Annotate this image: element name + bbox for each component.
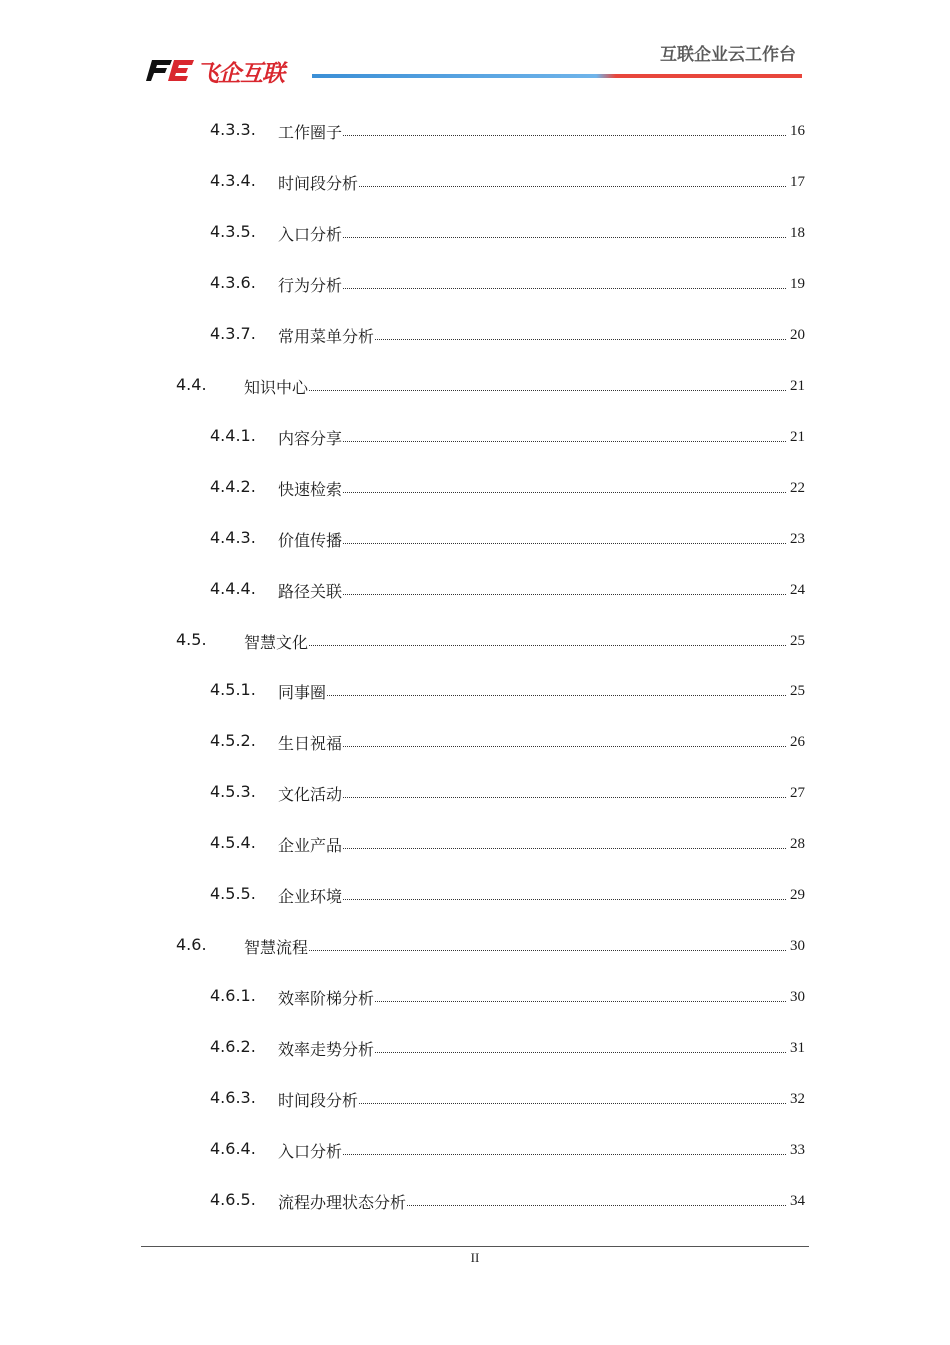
toc-entry[interactable] (0, 473, 950, 501)
toc-dot-leader (278, 288, 786, 289)
toc-entry-number: 4.3.5. (210, 221, 256, 241)
toc-entry-title: 智慧流程 (244, 935, 309, 958)
toc-entry-number: 4.5.1. (210, 680, 256, 700)
toc-entry-page: 32 (790, 1091, 805, 1108)
toc-dot-leader (278, 492, 786, 493)
toc-entry-page: 34 (790, 1192, 805, 1209)
toc-entry-title: 企业环境 (278, 884, 343, 907)
toc-entry-title: 常用菜单分析 (278, 324, 375, 347)
fe-logo-mark-icon (146, 54, 196, 84)
toc-entry-page: 19 (790, 275, 805, 292)
toc-entry[interactable] (0, 1084, 950, 1112)
toc-dot-leader (278, 594, 786, 595)
toc-entry-page: 28 (790, 836, 805, 853)
toc-entry-title: 时间段分析 (278, 171, 359, 194)
toc-entry-title: 流程办理状态分析 (278, 1190, 407, 1213)
footer-divider (141, 1246, 809, 1247)
toc-entry-page: 25 (790, 632, 805, 649)
toc-entry-number: 4.4.1. (210, 425, 256, 445)
toc-entry-page: 30 (790, 989, 805, 1006)
toc-entry[interactable] (0, 1033, 950, 1061)
logo-text: 飞企互联 (196, 61, 284, 87)
toc-entry[interactable] (0, 320, 950, 348)
toc-entry[interactable] (0, 269, 950, 297)
toc-entry[interactable] (0, 1186, 950, 1214)
toc-dot-leader (278, 848, 786, 849)
toc-entry-number: 4.5.4. (210, 833, 256, 853)
toc-entry[interactable] (0, 218, 950, 246)
toc-dot-leader (278, 899, 786, 900)
toc-entry-number: 4.5.5. (210, 884, 256, 904)
toc-entry-number: 4.4.4. (210, 578, 256, 598)
toc-entry[interactable] (0, 1135, 950, 1163)
toc-entry-number: 4.6.3. (210, 1088, 256, 1108)
toc-entry-page: 23 (790, 530, 805, 547)
toc-entry[interactable] (0, 778, 950, 806)
toc-entry-number: 4.5.3. (210, 782, 256, 802)
toc-entry-title: 内容分享 (278, 426, 343, 449)
toc-entry-number: 4.3.3. (210, 120, 256, 139)
toc-entry-number: 4.6.5. (210, 1189, 256, 1209)
toc-entry-page: 24 (790, 581, 805, 598)
toc-entry-title: 同事圈 (278, 680, 327, 703)
header-divider (312, 74, 802, 78)
toc-entry-title: 效率阶梯分析 (278, 986, 375, 1009)
toc-entry-title: 快速检索 (278, 477, 343, 500)
toc-entry[interactable] (0, 931, 950, 959)
toc-entry-page: 26 (790, 734, 805, 751)
toc-entry-title: 知识中心 (244, 375, 309, 398)
toc-entry-number: 4.6.2. (210, 1037, 256, 1057)
toc-dot-leader (278, 237, 786, 238)
toc-entry[interactable] (0, 575, 950, 603)
toc-dot-leader (278, 695, 786, 696)
toc-entry-title: 行为分析 (278, 273, 343, 296)
toc-entry[interactable] (0, 880, 950, 908)
toc-dot-leader (278, 746, 786, 747)
toc-entry[interactable] (0, 982, 950, 1010)
toc-entry-number: 4.5.2. (210, 731, 256, 751)
toc-entry-title: 路径关联 (278, 579, 343, 602)
company-logo (146, 54, 296, 88)
toc-entry-number: 4.3.6. (210, 272, 256, 292)
toc-entry-page: 22 (790, 479, 805, 496)
toc-entry-page: 30 (790, 938, 805, 955)
toc-entry[interactable] (0, 422, 950, 450)
toc-entry-number: 4.4.2. (210, 476, 256, 496)
toc-entry-page: 18 (790, 224, 805, 241)
toc-entry-page: 21 (790, 377, 805, 394)
toc-dot-leader (244, 645, 786, 646)
toc-entry[interactable] (0, 626, 950, 654)
toc-entry-title: 生日祝福 (278, 731, 343, 754)
toc-entry-page: 16 (790, 123, 805, 139)
toc-entry-page: 20 (790, 326, 805, 343)
toc-entry-number: 4.6.1. (210, 986, 256, 1006)
page-number: II (470, 1250, 480, 1265)
toc-entry-number: 4.4.3. (210, 527, 256, 547)
toc-entry[interactable] (0, 727, 950, 755)
toc-dot-leader (278, 441, 786, 442)
header-title: 互联企业云工作台 (660, 45, 796, 65)
toc-entry-number: 4.5. (176, 629, 207, 649)
toc-entry-page: 31 (790, 1040, 805, 1057)
toc-entry-title: 工作圈子 (278, 120, 343, 143)
toc-entry-title: 文化活动 (278, 782, 343, 805)
toc-entry[interactable] (0, 524, 950, 552)
toc-entry-page: 33 (790, 1142, 805, 1158)
toc-entry-number: 4.3.7. (210, 323, 256, 343)
toc-entry-page: 25 (790, 683, 805, 700)
toc-entry-title: 企业产品 (278, 833, 343, 856)
toc-entry[interactable] (0, 371, 950, 399)
toc-dot-leader (278, 797, 786, 798)
toc-dot-leader (278, 543, 786, 544)
toc-entry-number: 4.4. (176, 374, 207, 394)
toc-entry-title: 时间段分析 (278, 1088, 359, 1111)
toc-dot-leader (278, 135, 786, 136)
toc-entry-number: 4.6. (176, 935, 207, 955)
toc-entry-number: 4.6.4. (210, 1139, 256, 1158)
toc-dot-leader (244, 950, 786, 951)
toc-dot-leader (244, 390, 786, 391)
toc-entry-page: 21 (790, 428, 805, 445)
toc-entry[interactable] (0, 167, 950, 195)
toc-entry-page: 29 (790, 887, 805, 904)
toc-entry-page: 17 (790, 173, 805, 190)
toc-entry-title: 智慧文化 (244, 630, 309, 653)
toc-entry[interactable] (0, 116, 950, 144)
toc-entry[interactable] (0, 676, 950, 704)
toc-entry[interactable] (0, 829, 950, 857)
toc-entry-page: 27 (790, 785, 805, 802)
toc-dot-leader (278, 1154, 786, 1155)
toc-entry-title: 入口分析 (278, 1139, 343, 1162)
toc-entry-title: 效率走势分析 (278, 1037, 375, 1060)
toc-entry-title: 价值传播 (278, 528, 343, 551)
toc-entry-number: 4.3.4. (210, 170, 256, 190)
toc-entry-title: 入口分析 (278, 222, 343, 245)
